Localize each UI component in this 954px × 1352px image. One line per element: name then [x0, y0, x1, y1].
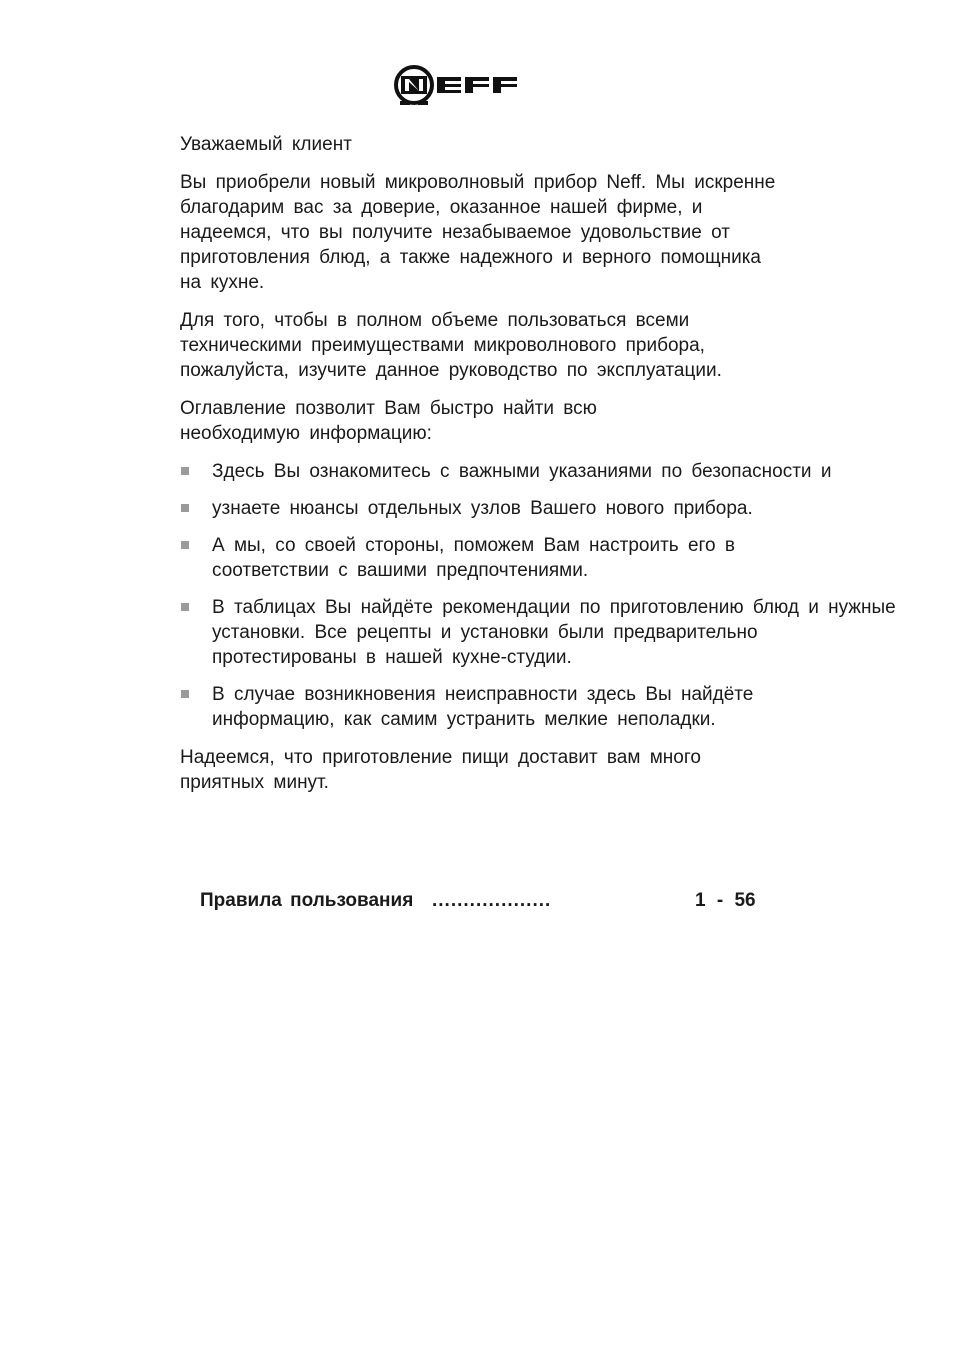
- intro-paragraph-2: Для того, чтобы в полном объеме пользоваться всеми техническими преимуществами микроволнового прибора, пожалуйста, изучите данное руководство по эксплуатации.: [180, 310, 722, 381]
- intro-content: [180, 132, 900, 808]
- feature-list: [180, 459, 900, 732]
- list-item-text: В случае возникновения неисправности здесь Вы найдёте информацию, как самим устранить мелкие неполадки.: [212, 684, 754, 730]
- list-item-text: А мы, со своей стороны, поможем Вам настроить его в соответствии с вашими предпочтениями.: [212, 535, 735, 581]
- list-item-text: В таблицах Вы найдёте рекомендации по приготовлению блюд и нужные установки. Все рецепты и установки были предварительно протестированы в нашей кухне-студии.: [212, 597, 896, 668]
- list-item: [180, 496, 892, 521]
- square-bullet-icon: [181, 603, 189, 611]
- intro-paragraph-3: Оглавление позволит Вам быстро найти всю необходимую информацию:: [180, 398, 597, 444]
- square-bullet-icon: [181, 690, 189, 698]
- closing-paragraph: Надеемся, что приготовление пищи доставит вам много приятных минут.: [180, 747, 701, 793]
- greeting: Уважаемый клиент: [180, 134, 352, 155]
- neff-logo-graphic: [393, 63, 533, 111]
- list-item: [180, 682, 842, 732]
- neff-logo: [393, 63, 533, 111]
- toc-entry-label: Правила пользования: [200, 890, 414, 911]
- square-bullet-icon: [181, 504, 189, 512]
- toc-page-range: 1 - 56: [695, 890, 756, 911]
- square-bullet-icon: [181, 541, 189, 549]
- toc-leader-dots: ...................: [432, 890, 552, 911]
- list-item: [180, 595, 902, 670]
- table-of-contents-entry[interactable]: [200, 887, 780, 915]
- list-item: [180, 459, 892, 484]
- square-bullet-icon: [181, 467, 189, 475]
- list-item-text: узнаете нюансы отдельных узлов Вашего нового прибора.: [212, 498, 753, 519]
- list-item: [180, 533, 812, 583]
- intro-paragraph-1: Вы приобрели новый микроволновый прибор Neff. Мы искренне благодарим вас за доверие, оказанное нашей фирме, и надеемся, что вы получите незабываемое удовольствие от приготовления блюд, а также надежного и верного помощника на кухне.: [180, 172, 776, 293]
- list-item-text: Здесь Вы ознакомитесь с важными указаниями по безопасности и: [212, 461, 832, 482]
